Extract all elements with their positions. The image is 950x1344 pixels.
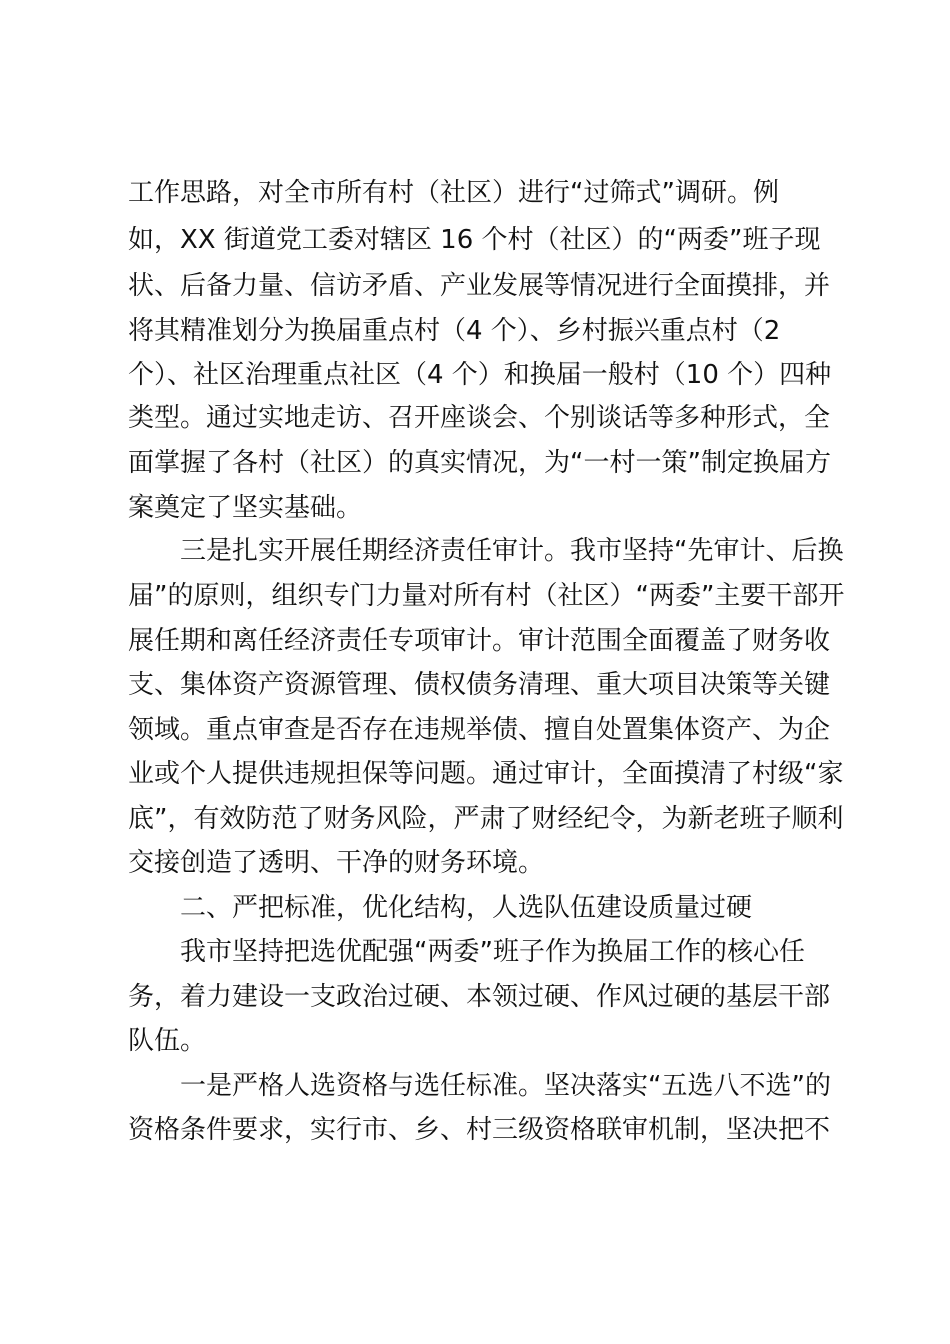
text-line: 如，XX 街道党工委对辖区 16 个村（社区）的“两委”班子现 (128, 225, 821, 255)
text-line: 面掌握了各村（社区）的真实情况，为“一村一策”制定换届方 (128, 448, 831, 478)
section-heading: 二、严把标准，优化结构，人选队伍建设质量过硬 (180, 893, 753, 923)
text-line: 类型。通过实地走访、召开座谈会、个别谈话等多种形式，全 (128, 403, 831, 433)
text-line: 个）、社区治理重点社区（4 个）和换届一般村（10 个）四种 (128, 360, 832, 390)
text-line: 将其精准划分为换届重点村（4 个）、乡村振兴重点村（2 (128, 316, 781, 346)
paragraph-start: 一是严格人选资格与选任标准。坚决落实“五选八不选”的 (180, 1071, 831, 1101)
paragraph-start: 我市坚持把选优配强“两委”班子作为换届工作的核心任 (180, 937, 805, 967)
text-line: 队伍。 (128, 1026, 207, 1056)
text-line: 支、集体资产资源管理、债权债务清理、重大项目决策等关键 (128, 670, 831, 700)
text-line: 届”的原则，组织专门力量对所有村（社区）“两委”主要干部开 (128, 581, 845, 611)
text-line: 务，着力建设一支政治过硬、本领过硬、作风过硬的基层干部 (128, 982, 831, 1012)
text-line: 工作思路，对全市所有村（社区）进行“过筛式”调研。例 (128, 178, 779, 208)
text-line: 资格条件要求，实行市、乡、村三级资格联审机制，坚决把不 (128, 1115, 831, 1145)
text-line: 交接创造了透明、干净的财务环境。 (128, 848, 545, 878)
paragraph-start: 三是扎实开展任期经济责任审计。我市坚持“先审计、后换 (180, 536, 844, 566)
text-line: 业或个人提供违规担保等问题。通过审计，全面摸清了村级“家 (128, 759, 844, 789)
text-line: 领域。重点审查是否存在违规举债、擅自处置集体资产、为企 (128, 715, 831, 745)
text-line: 底”，有效防范了财务风险，严肃了财经纪令，为新老班子顺利 (128, 804, 844, 834)
text-line: 案奠定了坚实基础。 (128, 493, 363, 523)
text-line: 状、后备力量、信访矛盾、产业发展等情况进行全面摸排，并 (128, 271, 831, 301)
text-line: 展任期和离任经济责任专项审计。审计范围全面覆盖了财务收 (128, 626, 831, 656)
